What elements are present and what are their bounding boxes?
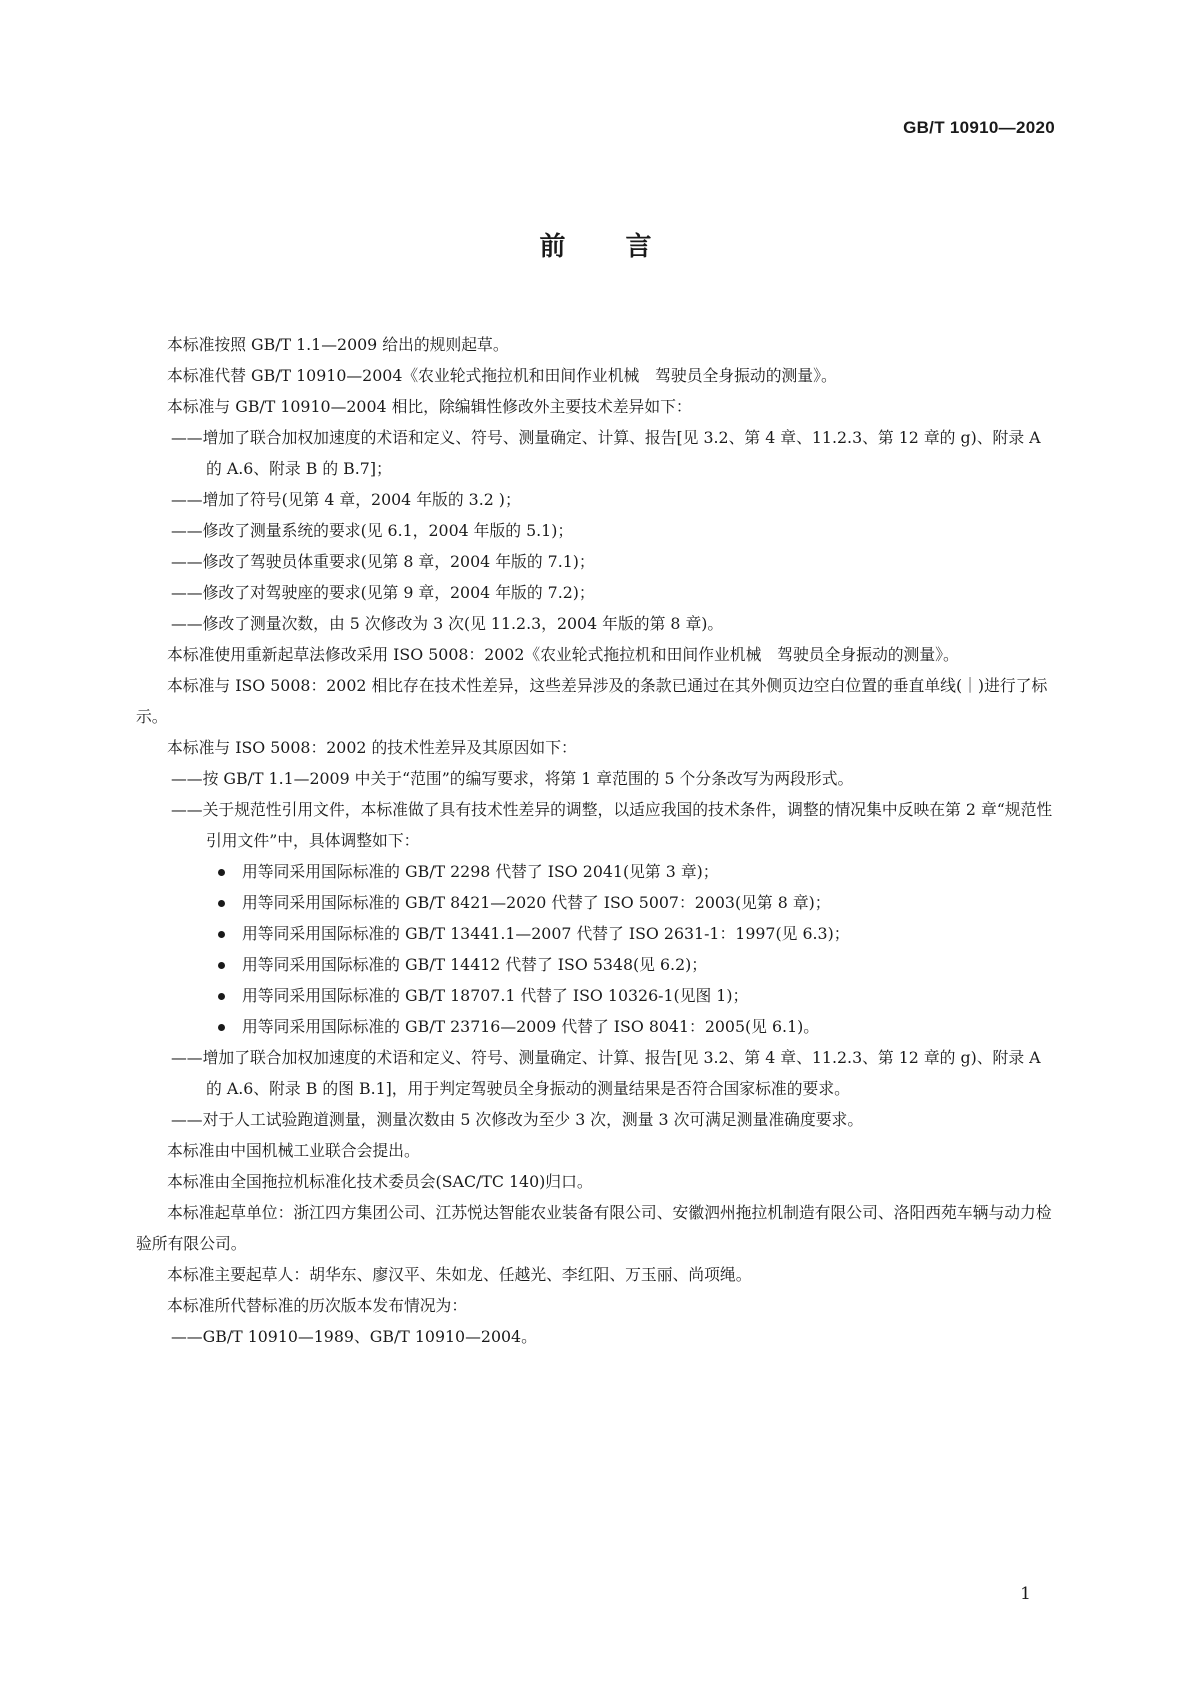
bullet-text: 用等同采用国际标准的 GB/T 23716—2009 代替了 ISO 8041：2005(见 6.1)。	[242, 1017, 820, 1036]
bullet-text: 用等同采用国际标准的 GB/T 14412 代替了 ISO 5348(见 6.2)；	[242, 955, 708, 974]
bullet-text: 用等同采用国际标准的 GB/T 13441.1—2007 代替了 ISO 2631-1：1997(见 6.3)；	[242, 924, 850, 943]
bullet-icon	[218, 900, 225, 907]
paragraph: 本标准起草单位：浙江四方集团公司、江苏悦达智能农业装备有限公司、安徽泗州拖拉机制造有限公司、洛阳西苑车辆与动力检验所有限公司。	[136, 1203, 1052, 1253]
paragraph: 本标准使用重新起草法修改采用 ISO 5008：2002《农业轮式拖拉机和田间作业机械 驾驶员全身振动的测量》。	[167, 645, 959, 664]
bullet-item	[136, 887, 1058, 918]
dash-item: ——按 GB/T 1.1—2009 中关于“范围”的编写要求，将第 1 章范围的 5 个分条改写为两段形式。	[171, 769, 854, 788]
title-char-1: 前	[539, 232, 566, 262]
dash-item: ——修改了对驾驶座的要求(见第 9 章，2004 年版的 7.2)；	[171, 583, 595, 602]
dash-item: ——对于人工试验跑道测量，测量次数由 5 次修改为至少 3 次，测量 3 次可满足测量准确度要求。	[171, 1110, 864, 1129]
bullet-icon	[218, 993, 225, 1000]
paragraph: 本标准由全国拖拉机标准化技术委员会(SAC/TC 140)归口。	[167, 1172, 593, 1191]
foreword-body	[136, 329, 1058, 1352]
standard-code: GB/T 10910—2020	[903, 118, 1055, 137]
page-number: 1	[1020, 1584, 1031, 1604]
dash-item: ——修改了测量系统的要求(见 6.1，2004 年版的 5.1)；	[171, 521, 574, 540]
dash-item: ——增加了符号(见第 4 章，2004 年版的 3.2 )；	[171, 490, 521, 509]
bullet-text: 用等同采用国际标准的 GB/T 2298 代替了 ISO 2041(见第 3 章)；	[242, 862, 719, 881]
paragraph: 本标准主要起草人：胡华东、廖汉平、朱如龙、任越光、李红阳、万玉丽、尚项绳。	[167, 1265, 752, 1284]
bullet-icon	[218, 931, 225, 938]
bullet-icon	[218, 869, 225, 876]
paragraph: 本标准与 ISO 5008：2002 相比存在技术性差异，这些差异涉及的条款已通过在其外侧页边空白位置的垂直单线(｜)进行了标示。	[136, 676, 1048, 726]
bullet-item	[136, 918, 1058, 949]
bullet-item	[136, 1011, 1058, 1042]
dash-item: ——修改了驾驶员体重要求(见第 8 章，2004 年版的 7.1)；	[171, 552, 595, 571]
bullet-item	[136, 980, 1058, 1011]
dash-item: ——GB/T 10910—1989、GB/T 10910—2004。	[171, 1327, 537, 1346]
paragraph: 本标准代替 GB/T 10910—2004《农业轮式拖拉机和田间作业机械 驾驶员全身振动的测量》。	[167, 366, 837, 385]
page-title	[0, 226, 1191, 263]
bullet-icon	[218, 1024, 225, 1031]
paragraph: 本标准所代替标准的历次版本发布情况为：	[167, 1296, 468, 1315]
paragraph: 本标准按照 GB/T 1.1—2009 给出的规则起草。	[167, 335, 509, 354]
bullet-text: 用等同采用国际标准的 GB/T 8421—2020 代替了 ISO 5007：2003(见第 8 章)；	[242, 893, 831, 912]
paragraph: 本标准与 ISO 5008：2002 的技术性差异及其原因如下：	[167, 738, 577, 757]
paragraph: 本标准与 GB/T 10910—2004 相比，除编辑性修改外主要技术差异如下：	[167, 397, 692, 416]
bullet-item	[136, 856, 1058, 887]
dash-item: ——增加了联合加权加速度的术语和定义、符号、测量确定、计算、报告[见 3.2、第 4 章、11.2.3、第 12 章的 g)、附录 A 的 A.6、附录 B 的图 B.1]，用于判定驾驶员全身振动的测量结果是否符合国家标准的要求。	[171, 1048, 1041, 1098]
title-char-2: 言	[625, 232, 652, 262]
bullet-item	[136, 949, 1058, 980]
dash-item: ——关于规范性引用文件，本标准做了具有技术性差异的调整，以适应我国的技术条件，调整的情况集中反映在第 2 章“规范性引用文件”中，具体调整如下：	[171, 800, 1053, 850]
bullet-icon	[218, 962, 225, 969]
paragraph: 本标准由中国机械工业联合会提出。	[167, 1141, 420, 1160]
bullet-text: 用等同采用国际标准的 GB/T 18707.1 代替了 ISO 10326-1(见图 1)；	[242, 986, 749, 1005]
dash-item: ——增加了联合加权加速度的术语和定义、符号、测量确定、计算、报告[见 3.2、第 4 章、11.2.3、第 12 章的 g)、附录 A 的 A.6、附录 B 的 B.7]；	[171, 428, 1041, 478]
dash-item: ——修改了测量次数，由 5 次修改为 3 次(见 11.2.3，2004 年版的第 8 章)。	[171, 614, 724, 633]
